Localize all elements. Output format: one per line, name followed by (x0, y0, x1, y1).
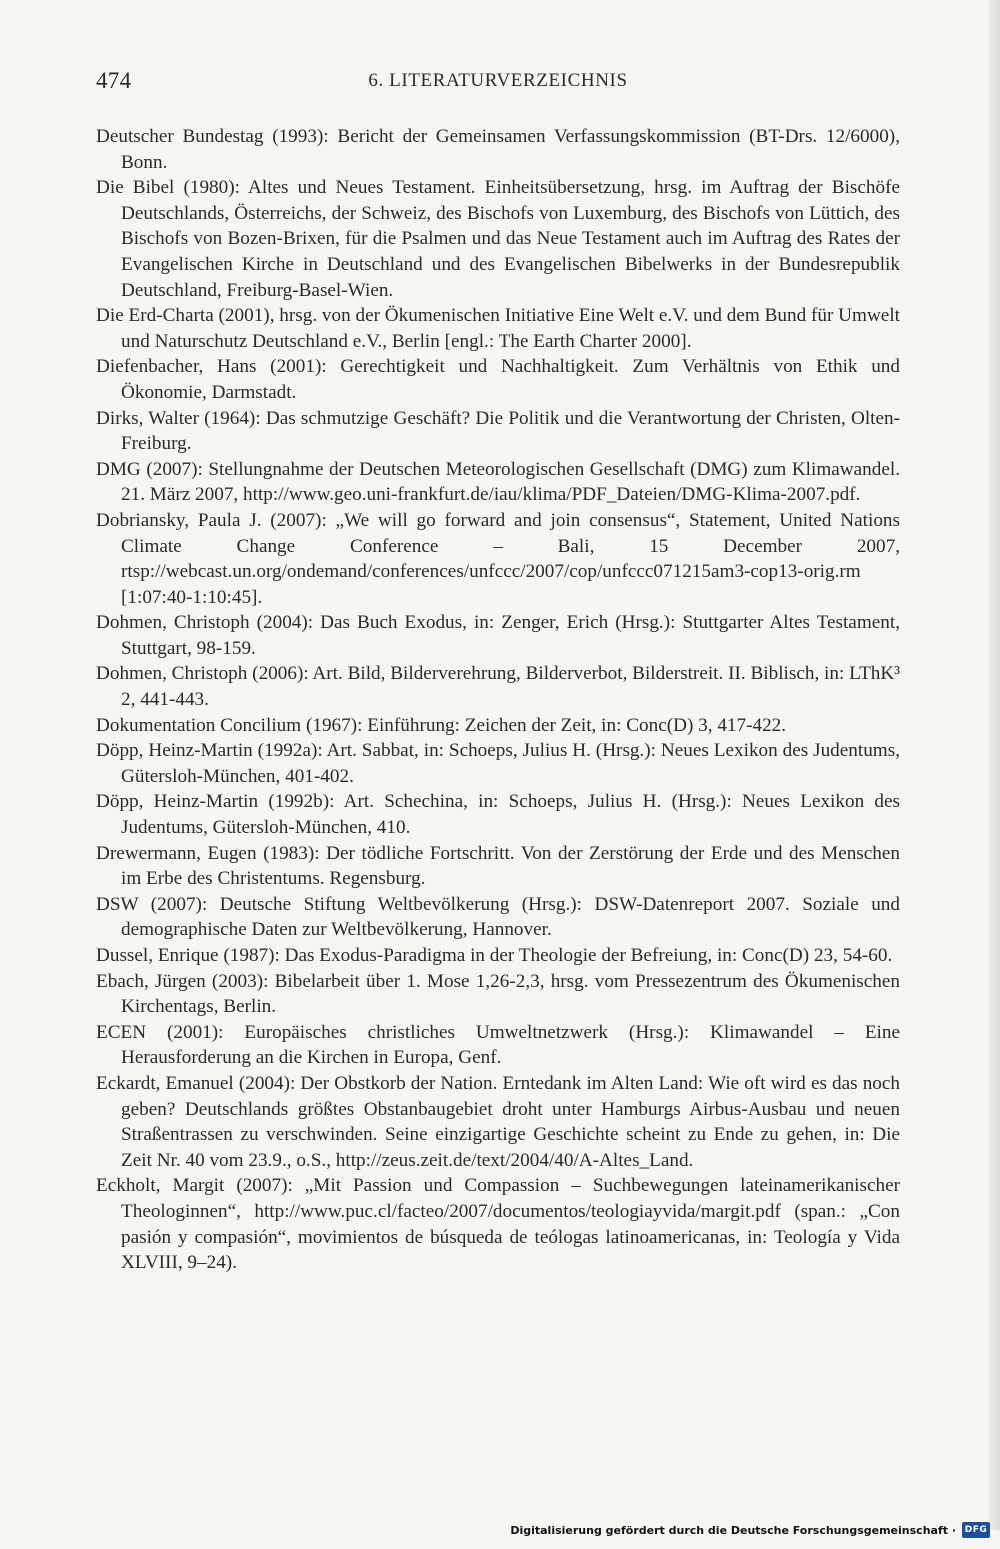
bibliography-list (96, 124, 900, 1276)
bibliography-entry: DSW (2007): Deutsche Stiftung Weltbevölkerung (Hrsg.): DSW-Datenreport 2007. Soziale und demographische Daten zur Weltbevölkerung, Hannover. (96, 893, 900, 941)
bibliography-entry: Die Erd-Charta (2001), hrsg. von der Ökumenischen Initiative Eine Welt e.V. und dem Bund für Umwelt und Naturschutz Deutschland e.V., Berlin [engl.: The Earth Charter 2000]. (96, 305, 900, 352)
bibliography-entry: Dobriansky, Paula J. (2007): „We will go forward and join consensus“, Statement, United Nations Climate Change Conference – Bali, 15 December 2007, rtsp://webcast.un.org/ondemand/conferences/unfccc/2007/cop/unfccc071215am3-cop13-orig.rm [1:07:40-1:10:45]. (96, 509, 900, 608)
digitization-credit (510, 1517, 990, 1543)
page-header (96, 68, 900, 98)
bibliography-entry: Dohmen, Christoph (2006): Art. Bild, Bilderverehrung, Bilderverbot, Bilderstreit. II. Biblisch, in: LThK³ 2, 441-443. (96, 663, 900, 711)
bibliography-entry: Ebach, Jürgen (2003): Bibelarbeit über 1. Mose 1,26-2,3, hrsg. vom Pressezentrum des Ökumenischen Kirchentags, Berlin. (96, 970, 900, 1018)
bibliography-entry: Eckholt, Margit (2007): „Mit Passion und Compassion – Suchbewegungen lateinamerikanischer Theologinnen“, http://www.puc.cl/facteo/2007/documentos/teologiayvida/margit.pdf (span.: „Con pasión y compasión“, movimientos de búsqueda de teólogas latinoamericanas, in: Teología y Vida XLVIII, 9–24). (96, 1175, 900, 1274)
bibliography-entry: Dirks, Walter (1964): Das schmutzige Geschäft? Die Politik und die Verantwortung der Christen, Olten-Freiburg. (96, 407, 900, 455)
credit-text: Digitalisierung gefördert durch die Deutsche Forschungsgemeinschaft · (510, 1523, 956, 1537)
bibliography-entry: ECEN (2001): Europäisches christliches Umweltnetzwerk (Hrsg.): Klimawandel – Eine Herausforderung an die Kirchen in Europa, Genf. (96, 1021, 900, 1069)
bibliography-entry: Dokumentation Concilium (1967): Einführung: Zeichen der Zeit, in: Conc(D) 3, 417-422. (96, 714, 787, 736)
bibliography-entry: Eckardt, Emanuel (2004): Der Obstkorb der Nation. Erntedank im Alten Land: Wie oft wird es das noch geben? Deutschlands größtes Obstanbaugebiet droht unter Hamburgs Airbus-Ausbau und neuen Straßentrassen zu verschwinden. Seine einzigartige Geschichte scheint zu Ende zu gehen, in: Die Zeit Nr. 40 vom 23.9., o.S., http://zeus.zeit.de/text/2004/40/A-Altes_Land. (96, 1072, 900, 1171)
running-title: 6. LITERATURVERZEICHNIS (368, 70, 628, 91)
bibliography-entry: Diefenbacher, Hans (2001): Gerechtigkeit und Nachhaltigkeit. Zum Verhältnis von Ethik und Ökonomie, Darmstadt. (96, 356, 900, 403)
bibliography-entry: DMG (2007): Stellungnahme der Deutschen Meteorologischen Gesellschaft (DMG) zum Klimawandel. 21. März 2007, http://www.geo.uni-frankfurt.de/iau/klima/PDF_Dateien/DMG-Klima-2007.pdf. (96, 458, 900, 506)
scan-edge (988, 0, 1000, 1530)
bibliography-entry: Deutscher Bundestag (1993): Bericht der Gemeinsamen Verfassungskommission (BT-Drs. 12/6000), Bonn. (96, 126, 900, 173)
page-number: 474 (96, 68, 132, 93)
bibliography-entry: Dussel, Enrique (1987): Das Exodus-Paradigma in der Theologie der Befreiung, in: Conc(D) 23, 54-60. (96, 945, 893, 966)
bibliography-entry: Drewermann, Eugen (1983): Der tödliche Fortschritt. Von der Zerstörung der Erde und des Menschen im Erbe des Christentums. Regensburg. (96, 842, 900, 890)
bibliography-entry: Döpp, Heinz-Martin (1992b): Art. Schechina, in: Schoeps, Julius H. (Hrsg.): Neues Lexikon des Judentums, Gütersloh-München, 410. (96, 791, 900, 839)
bibliography-entry: Dohmen, Christoph (2004): Das Buch Exodus, in: Zenger, Erich (Hrsg.): Stuttgarter Altes Testament, Stuttgart, 98-159. (96, 612, 900, 659)
dfg-logo-icon: DFG (962, 1522, 990, 1538)
bibliography-entry: Döpp, Heinz-Martin (1992a): Art. Sabbat, in: Schoeps, Julius H. (Hrsg.): Neues Lexikon des Judentums, Gütersloh-München, 401-402. (96, 740, 900, 787)
bibliography-entry: Die Bibel (1980): Altes und Neues Testament. Einheitsübersetzung, hrsg. im Auftrag der Bischöfe Deutschlands, Österreichs, der Schweiz, des Bischofs von Luxemburg, des Bischofs von Lüttich, des Bischofs von Bozen-Brixen, für die Psalmen und das Neue Testament auch im Auftrag des Rates der Evangelischen Kirche in Deutschland und des Evangelischen Bibelwerks in der Bundesrepublik Deutschland, Freiburg-Basel-Wien. (96, 177, 900, 301)
